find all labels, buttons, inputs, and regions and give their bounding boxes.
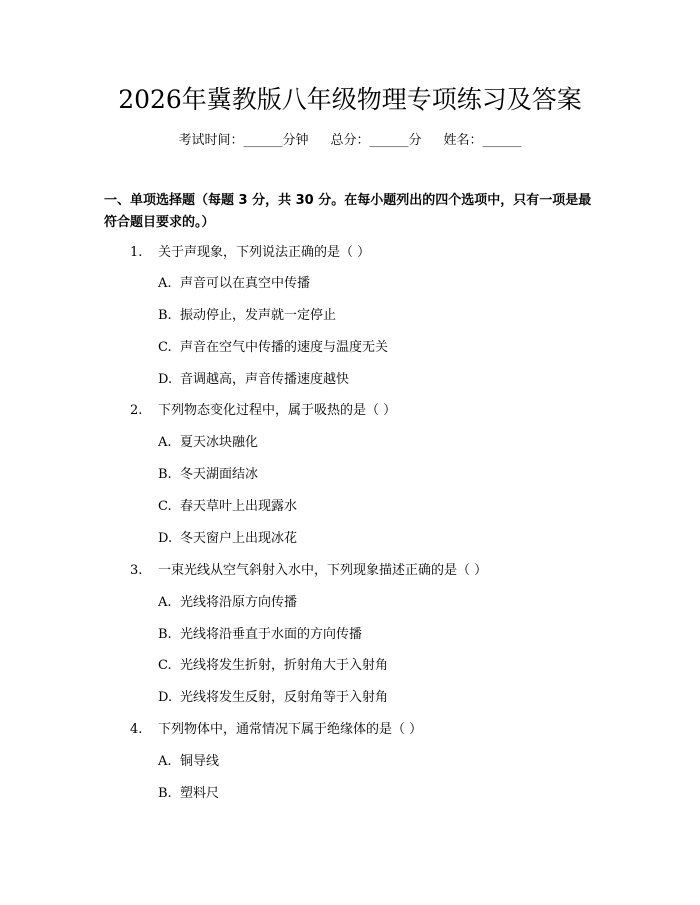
question-number: 4. bbox=[130, 722, 143, 737]
option-text: 振动停止，发声就一定停止 bbox=[180, 308, 337, 323]
question-text: 下列物体中，通常情况下属于绝缘体的是（ ） bbox=[158, 722, 423, 737]
option-text: 光线将沿原方向传播 bbox=[180, 595, 298, 610]
option-3d bbox=[158, 688, 388, 708]
question-text: 下列物态变化过程中，属于吸热的是（ ） bbox=[158, 403, 397, 418]
option-3b bbox=[158, 625, 362, 645]
option-text: 声音在空气中传播的速度与温度无关 bbox=[180, 340, 389, 355]
page-title: 2026年冀教版八年级物理专项练习及答案 bbox=[118, 85, 582, 114]
question-number: 3. bbox=[130, 563, 143, 578]
question-2 bbox=[130, 401, 396, 421]
option-3c bbox=[158, 656, 388, 676]
question-number: 1. bbox=[130, 245, 143, 260]
option-letter: A. bbox=[158, 595, 172, 610]
option-letter: B. bbox=[158, 308, 172, 323]
option-2a bbox=[158, 433, 258, 453]
student-name-field: 姓名：______ bbox=[443, 133, 522, 148]
question-3 bbox=[130, 561, 487, 581]
question-text: 一束光线从空气斜射入水中，下列现象描述正确的是（ ） bbox=[158, 563, 488, 578]
option-text: 夏天冰块融化 bbox=[180, 435, 259, 450]
option-letter: B. bbox=[158, 467, 172, 482]
option-letter: B. bbox=[158, 786, 172, 801]
option-text: 塑料尺 bbox=[180, 786, 220, 801]
option-text: 冬天湖面结冰 bbox=[180, 467, 259, 482]
option-letter: D. bbox=[158, 531, 173, 546]
option-2d bbox=[158, 529, 297, 549]
option-2b bbox=[158, 465, 258, 485]
option-4a bbox=[158, 752, 219, 772]
option-text: 春天草叶上出现露水 bbox=[180, 499, 298, 514]
option-1d bbox=[158, 370, 349, 390]
total-score-field: 总分：______分 bbox=[330, 133, 422, 148]
option-letter: D. bbox=[158, 690, 173, 705]
option-text: 音调越高，声音传播速度越快 bbox=[180, 372, 350, 387]
question-4 bbox=[130, 720, 422, 740]
option-letter: C. bbox=[158, 340, 172, 355]
option-text: 光线将沿垂直于水面的方向传播 bbox=[180, 627, 363, 642]
option-text: 声音可以在真空中传播 bbox=[180, 276, 311, 291]
option-letter: D. bbox=[158, 372, 173, 387]
option-1a bbox=[158, 274, 310, 294]
option-letter: B. bbox=[158, 627, 172, 642]
exam-time-field: 考试时间：______分钟 bbox=[178, 133, 309, 148]
option-letter: C. bbox=[158, 499, 172, 514]
option-4b bbox=[158, 784, 219, 804]
option-1c bbox=[158, 338, 388, 358]
exam-meta bbox=[0, 131, 700, 151]
section-heading: 一、单项选择题（每题 3 分，共 30 分。在每小题列出的四个选项中，只有一项是最符合题目要求的。） bbox=[104, 193, 592, 230]
option-1b bbox=[158, 306, 336, 326]
option-3a bbox=[158, 593, 297, 613]
option-text: 光线将发生折射，折射角大于入射角 bbox=[180, 658, 389, 673]
option-letter: C. bbox=[158, 658, 172, 673]
option-letter: A. bbox=[158, 754, 172, 769]
question-1 bbox=[130, 243, 370, 263]
question-number: 2. bbox=[130, 403, 143, 418]
option-text: 铜导线 bbox=[180, 754, 220, 769]
option-2c bbox=[158, 497, 297, 517]
option-text: 冬天窗户上出现冰花 bbox=[180, 531, 298, 546]
option-letter: A. bbox=[158, 435, 172, 450]
question-text: 关于声现象，下列说法正确的是（ ） bbox=[158, 245, 371, 260]
option-letter: A. bbox=[158, 276, 172, 291]
option-text: 光线将发生反射，反射角等于入射角 bbox=[180, 690, 389, 705]
